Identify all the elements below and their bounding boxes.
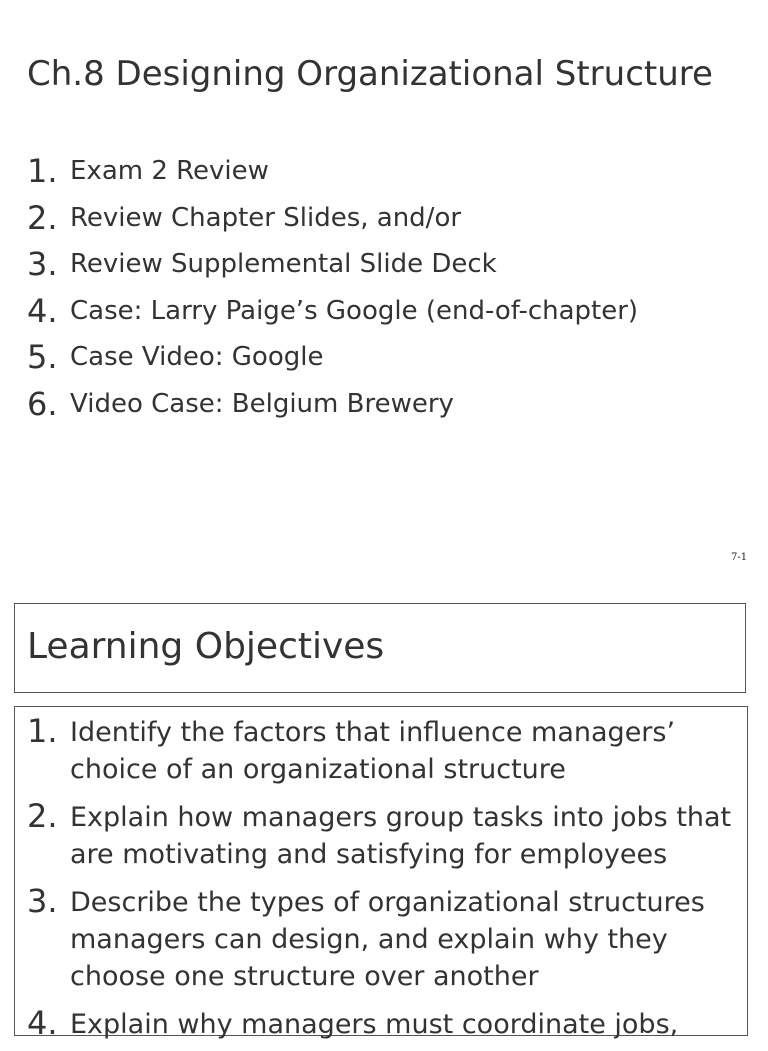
item-number: 4. [27, 291, 58, 330]
slide-title: Ch.8 Designing Organizational Structure [27, 54, 713, 94]
list-item [27, 288, 638, 335]
objective-number: 3. [27, 882, 58, 920]
objective-text: Identify the factors that influence managers’ choice of an organizational structure [70, 717, 676, 785]
objective-item [27, 881, 739, 995]
item-number: 6. [27, 384, 58, 423]
list-item [27, 195, 638, 242]
item-text: Case Video: Google [70, 342, 324, 373]
list-item [27, 334, 638, 381]
item-number: 1. [27, 152, 58, 191]
item-text: Review Supplemental Slide Deck [70, 249, 497, 280]
list-item [27, 241, 638, 288]
item-text: Video Case: Belgium Brewery [70, 388, 454, 419]
item-number: 5. [27, 338, 58, 377]
item-text: Exam 2 Review [70, 156, 269, 187]
objective-number: 4. [27, 1004, 58, 1042]
page-number: 7-1 [731, 552, 748, 563]
item-number: 3. [27, 245, 58, 284]
list-item [27, 381, 638, 428]
objective-number: 1. [27, 712, 58, 750]
item-text: Case: Larry Paige’s Google (end-of-chapter) [70, 295, 639, 326]
objectives-list [27, 711, 739, 1051]
objective-number: 2. [27, 797, 58, 835]
item-number: 2. [27, 198, 58, 237]
objective-item [27, 711, 739, 788]
objective-text: Describe the types of organizational structures managers can design, and explain why they choose one structure over another [70, 887, 705, 992]
objectives-title-box [14, 603, 746, 693]
objectives-title: Learning Objectives [27, 626, 385, 667]
agenda-list [27, 148, 638, 427]
list-item [27, 148, 638, 195]
objectives-body-box [14, 706, 748, 1042]
objective-text: Explain how managers group tasks into jobs that are motivating and satisfying for employees [70, 802, 732, 870]
item-text: Review Chapter Slides, and/or [70, 202, 462, 233]
objective-item [27, 1003, 739, 1043]
objective-text: Explain why managers must coordinate jobs, [70, 1009, 679, 1040]
objective-item [27, 796, 739, 873]
